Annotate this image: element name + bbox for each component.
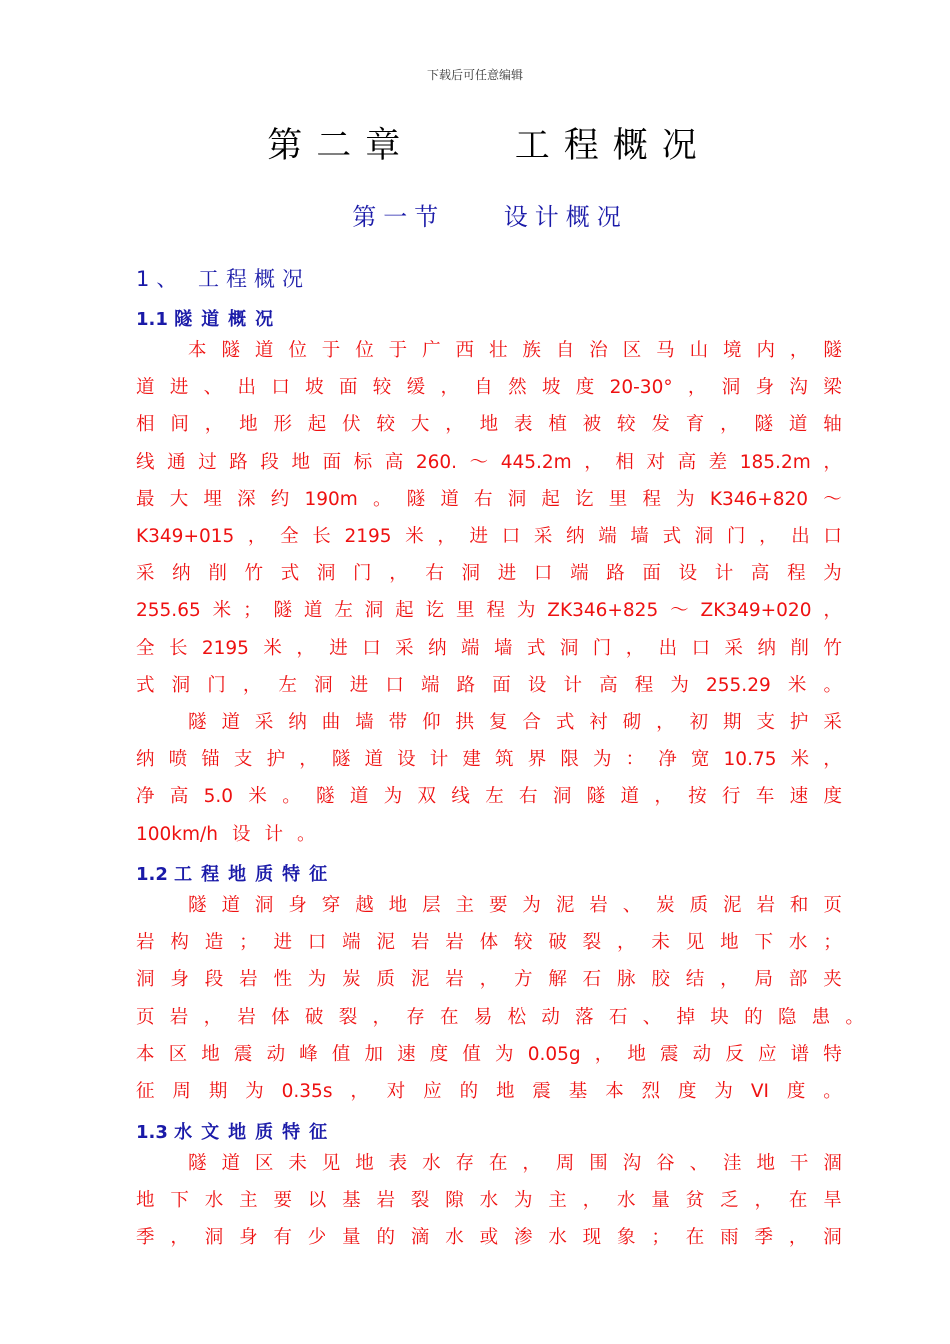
- text-line: 页 岩 ， 岩 体 破 裂 ， 存 在 易 松 动 落 石 、 掉 块 的 隐 患 。: [136, 1006, 864, 1028]
- text-line: 线 通 过 路 段 地 面 标 高 260. ～ 445.2m ， 相 对 高 差 185.2m ，: [136, 451, 842, 473]
- text-line: 岩 构 造 ； 进 口 端 泥 岩 岩 体 较 破 裂 ， 未 见 地 下 水 ；: [136, 932, 842, 954]
- subheading-geology: [136, 860, 336, 886]
- text-line: 相 间 ， 地 形 起 伏 较 大 ， 地 表 植 被 较 发 育 ， 隧 道 轴: [136, 414, 842, 436]
- text-line: 纳 喷 锚 支 护 ， 隧 道 设 计 建 筑 界 限 为 ： 净 宽 10.75 米 ，: [136, 749, 842, 771]
- chapter-title: 第二章 工程概况: [267, 126, 711, 166]
- text-line: 最 大 埋 深 约 190m 。 隧 道 右 洞 起 讫 里 程 为 K346+820 ～: [136, 488, 842, 510]
- text-line: 净 高 5.0 米 。 隧 道 为 双 线 左 右 洞 隧 道 ， 按 行 车 速 度: [136, 786, 842, 808]
- text-line: 采 纳 削 竹 式 洞 门 ， 右 洞 进 口 端 路 面 设 计 高 程 为: [136, 563, 842, 585]
- section-title: 第一节 设计概况: [352, 203, 628, 231]
- text-line: 式 洞 门 ， 左 洞 进 口 端 路 面 设 计 高 程 为 255.29 米 。: [136, 674, 842, 696]
- text-line: 隧 道 区 未 见 地 表 水 存 在 ， 周 围 沟 谷 、 洼 地 干 涸: [188, 1153, 842, 1174]
- text-line: K349+015 ， 全 长 2195 米 ， 进 口 采 纳 端 墙 式 洞 门 ， 出 口: [136, 526, 842, 547]
- text-line: 本 区 地 震 动 峰 值 加 速 度 值 为 0.05g ， 地 震 动 反 应 谱 特: [136, 1043, 842, 1065]
- subheading-number: 1.3: [136, 1122, 168, 1143]
- text-line: 征 周 期 为 0.35s ， 对 应 的 地 震 基 本 烈 度 为 VI 度 。: [136, 1081, 842, 1102]
- heading-engineering-overview: 1、 工程概况: [136, 267, 311, 291]
- text-line: 255.65 米 ； 隧 道 左 洞 起 讫 里 程 为 ZK346+825 ～ ZK349+020 ，: [136, 600, 842, 622]
- subheading-text: 工程地质特征: [174, 864, 337, 885]
- text-line: 全 长 2195 米 ， 进 口 采 纳 端 墙 式 洞 门 ， 出 口 采 纳 削 竹: [136, 637, 842, 659]
- subheading-number: 1.2: [136, 864, 168, 885]
- watermark-text: 下载后可任意编辑: [426, 68, 523, 82]
- text-line: 季 ， 洞 身 有 少 量 的 滴 水 或 渗 水 现 象 ； 在 雨 季 ， 洞: [136, 1227, 842, 1249]
- text-line: 100km/h 设 计 。: [136, 823, 316, 845]
- subheading-tunnel-overview: [136, 305, 282, 331]
- text-line: 地 下 水 主 要 以 基 岩 裂 隙 水 为 主 ， 水 量 贫 乏 ， 在 旱: [136, 1190, 842, 1212]
- subheading-text: 水文地质特征: [174, 1122, 337, 1143]
- text-line: 本 隧 道 位 于 位 于 广 西 壮 族 自 治 区 马 山 境 内 ， 隧: [188, 340, 842, 361]
- subheading-hydrogeology: [136, 1118, 336, 1144]
- subheading-text: 隧道概况: [174, 309, 283, 330]
- subheading-number: 1.1: [136, 309, 168, 330]
- text-line: 隧 道 采 纳 曲 墙 带 仰 拱 复 合 式 衬 砌 ， 初 期 支 护 采: [188, 712, 842, 733]
- text-line: 道 进 、 出 口 坡 面 较 缓 ， 自 然 坡 度 20-30° ， 洞 身 沟 梁: [136, 377, 842, 399]
- text-line: 隧 道 洞 身 穿 越 地 层 主 要 为 泥 岩 、 炭 质 泥 岩 和 页: [188, 895, 842, 916]
- text-line: 洞 身 段 岩 性 为 炭 质 泥 岩 ， 方 解 石 脉 胶 结 ， 局 部 夹: [136, 969, 842, 991]
